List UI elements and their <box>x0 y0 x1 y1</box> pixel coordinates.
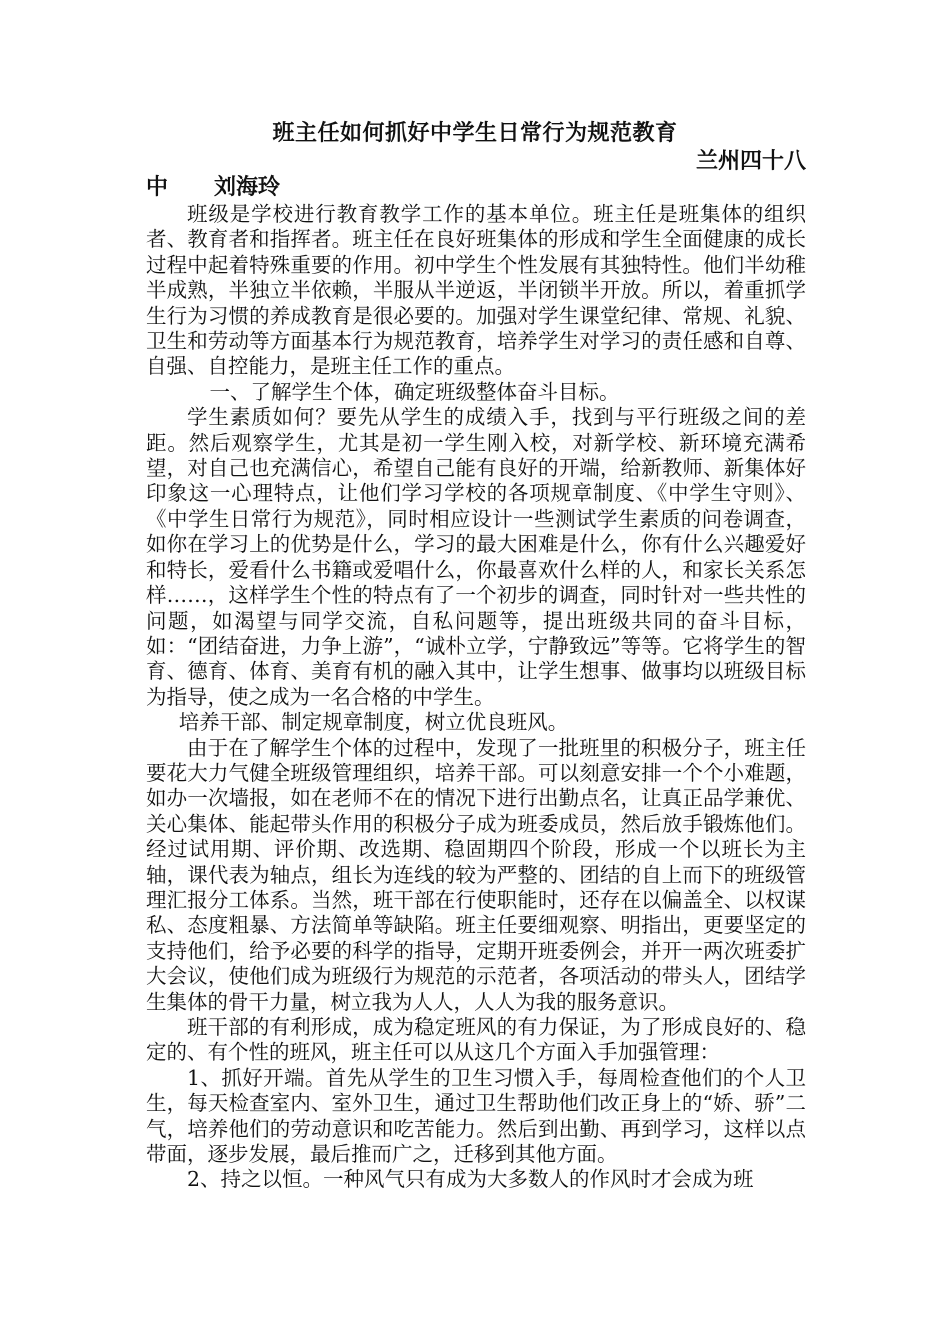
author-name: 中 刘海玲 <box>146 174 280 200</box>
document-body <box>146 202 806 1193</box>
section-heading-1: 一、了解学生个体，确定班级整体奋斗目标。 <box>209 379 620 404</box>
paragraph-point-2: 2、持之以恒。一种风气只有成为大多数人的作风时才会成为班 <box>187 1167 754 1192</box>
paragraph-section-2: 由于在了解学生个体的过程中，发现了一批班里的积极分子，班主任要花大力气健全班级管理组织，培养干部。可以刻意安排一个个小难题，如办一次墙报，如在老师不在的情况下进行出勤点名，让真正品学兼优、关心集体、能起带头作用的积极分子成为班委成员，然后放手锻炼他们。经过试用期、评价期、改选期、稳固期四个阶段，形成一个以班长为主轴，课代表为轴点，组长为连线的较为严整的、团结的自上而下的班级管理汇报分工体系。当然，班干部在行使职能时，还存在以偏盖全、以权谋私、态度粗暴、方法简单等缺陷。班主任要细观察、明指出，更要坚定的支持他们，给予必要的科学的指导，定期开班委例会，并开一两次班委扩大会议，使他们成为班级行为规范的示范者，各项活动的带头人，团结学生集体的骨干力量，树立我为人人，人人为我的服务意识。 <box>146 735 806 1014</box>
paragraph-section-1: 学生素质如何？要先从学生的成绩入手，找到与平行班级之间的差距。然后观察学生，尤其是初一学生刚入校，对新学校、新环境充满希望，对自己也充满信心，希望自己能有良好的开端，给新教师、新集体好印象这一心理特点，让他们学习学校的各项规章制度、《中学生守则》、《中学生日常行为规范》，同时相应设计一些测试学生素质的问卷调查，如你在学习上的优势是什么，学习的最大困难是什么，你有什么兴趣爱好和特长，爱看什么书籍或爱唱什么，你最喜欢什么样的人，和家长关系怎样……，这样学生个性的特点有了一个初步的调查，同时针对一些共性的问题，如渴望与同学交流，自私问题等，提出班级共同的奋斗目标，如：“团结奋进，力争上游”，“诚朴立学，宁静致远”等等。它将学生的智育、德育、体育、美育有机的融入其中，让学生想事、做事均以班级目标为指导，使之成为一名合格的中学生。 <box>146 405 806 709</box>
paragraph-point-1: 1、抓好开端。首先从学生的卫生习惯入手，每周检查他们的个人卫生，每天检查室内、室外卫生，通过卫生帮助他们改正身上的“娇、骄”二气，培养他们的劳动意识和吃苦能力。然后到出勤、再到学习，这样以点带面，逐步发展，最后推而广之，迁移到其他方面。 <box>146 1065 806 1167</box>
section-heading-2: 培养干部、制定规章制度，树立优良班风。 <box>178 710 569 735</box>
paragraph-class-style: 班干部的有利形成，成为稳定班风的有力保证，为了形成良好的、稳定的、有个性的班风，班主任可以从这几个方面入手加强管理： <box>146 1015 806 1065</box>
document-title: 班主任如何抓好中学生日常行为规范教育 <box>272 120 678 146</box>
paragraph-intro: 班级是学校进行教育教学工作的基本单位。班主任是班集体的组织者、教育者和指挥者。班主任在良好班集体的形成和学生全面健康的成长过程中起着特殊重要的作用。初中学生个性发展有其独特性。他们半幼稚半成熟，半独立半依赖，半服从半逆返，半闭锁半开放。所以，着重抓学生行为习惯的养成教育是很必要的。加强对学生课堂纪律、常规、礼貌、卫生和劳动等方面基本行为规范教育，培养学生对学习的责任感和自尊、自强、自控能力，是班主任工作的重点。 <box>146 202 806 379</box>
author-school: 兰州四十八 <box>695 148 806 174</box>
